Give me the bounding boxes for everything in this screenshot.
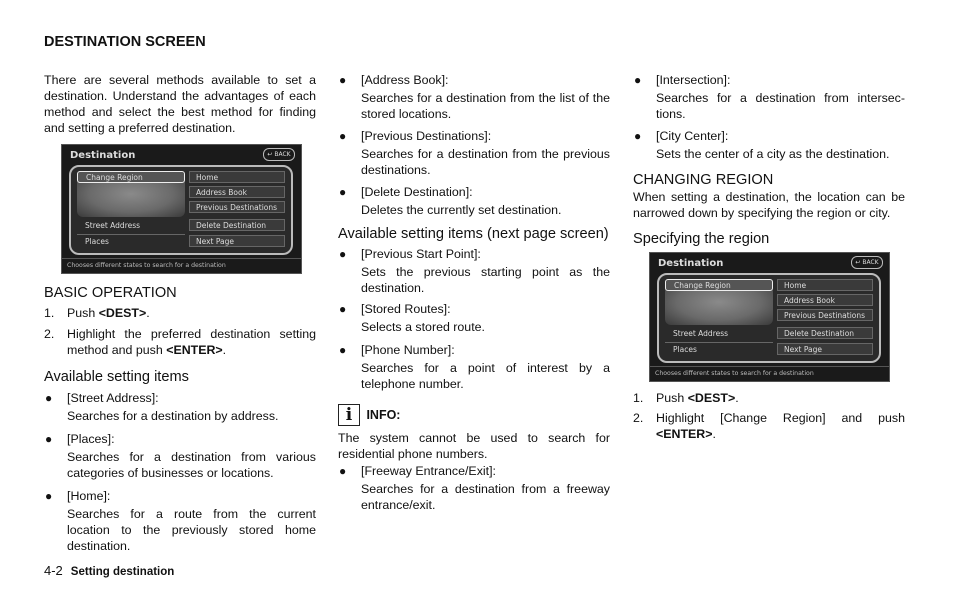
bullet: ● <box>45 432 53 446</box>
step-text: Highlight the preferred destination setting method and push <box>67 327 316 357</box>
street-address-button[interactable]: Street Address <box>85 221 141 230</box>
nav-panel <box>69 165 293 255</box>
divider <box>665 342 773 343</box>
item-desc: Searches for a destination from the list of the stored locations. <box>361 91 610 121</box>
nav-panel <box>657 273 881 363</box>
nav-title: Destination <box>70 150 136 161</box>
enter-key: <ENTER> <box>166 343 223 357</box>
list-item <box>44 431 316 481</box>
delete-destination-button[interactable]: Delete Destination <box>777 327 873 339</box>
street-address-button[interactable]: Street Address <box>673 329 729 338</box>
bullet: ● <box>339 302 347 316</box>
step-2 <box>633 410 905 442</box>
column-3 <box>633 72 905 442</box>
bullet: ● <box>634 73 642 87</box>
item-desc: Searches for a destination from a freeway entrance/exit. <box>361 482 610 512</box>
delete-destination-button[interactable]: Delete Destination <box>189 219 285 231</box>
item-desc: Searches for a destination from the previous destinations. <box>361 147 610 177</box>
step-1 <box>44 305 316 321</box>
item-desc: Sets the previous starting point as the destination. <box>361 265 610 295</box>
home-button[interactable]: Home <box>777 279 873 291</box>
places-button[interactable]: Places <box>673 345 697 354</box>
back-icon: ↩ <box>267 151 273 158</box>
info-header <box>338 404 610 426</box>
step-text: Push <box>67 306 99 320</box>
list-item <box>633 128 905 162</box>
dest-key: <DEST> <box>98 306 147 320</box>
item-label: [Places]: <box>67 432 115 446</box>
places-button[interactable]: Places <box>85 237 109 246</box>
item-label: [Freeway Entrance/Exit]: <box>361 464 496 478</box>
item-desc: Searches for a route from the current location to the previously stored home destination. <box>67 507 316 553</box>
nav-footer: Chooses different states to search for a destination <box>62 258 301 273</box>
home-button[interactable]: Home <box>189 171 285 183</box>
bullet: ● <box>339 247 347 261</box>
back-label: BACK <box>274 151 291 158</box>
step-text-end: . <box>222 343 227 357</box>
next-page-button[interactable]: Next Page <box>189 235 285 247</box>
bullet: ● <box>634 129 642 143</box>
bullet: ● <box>339 73 347 87</box>
item-label: [Previous Destinations]: <box>361 129 492 143</box>
page-title: DESTINATION SCREEN <box>44 34 206 50</box>
list-item <box>338 72 610 122</box>
item-label: [Delete Destination]: <box>361 185 473 199</box>
bullet: ● <box>339 464 347 478</box>
changing-region-heading: CHANGING REGION <box>633 172 774 188</box>
list-item <box>633 72 905 122</box>
list-item <box>338 184 610 218</box>
bullet: ● <box>339 129 347 143</box>
step-number: 2. <box>633 411 644 425</box>
item-desc: Searches for a destination from intersec- tions. <box>656 91 905 121</box>
previous-destinations-button[interactable]: Previous Destinations <box>777 309 873 321</box>
back-button[interactable] <box>851 256 883 269</box>
bullet: ● <box>45 391 53 405</box>
previous-destinations-button[interactable]: Previous Destinations <box>189 201 285 213</box>
next-page-button[interactable]: Next Page <box>777 343 873 355</box>
intro-paragraph: There are several methods available to set a destination. Understand the advantages of each method and select the best method for finding and setting a preferred destination. <box>44 73 316 135</box>
item-desc: Sets the center of a city as the destination. <box>656 147 890 161</box>
address-book-button[interactable]: Address Book <box>189 186 285 198</box>
step-number: 1. <box>633 391 644 405</box>
item-label: [Previous Start Point]: <box>361 247 481 261</box>
step-number: 1. <box>44 306 55 320</box>
info-icon: i <box>338 404 360 426</box>
bullet: ● <box>45 489 53 503</box>
column-2 <box>338 72 610 513</box>
change-region-button[interactable]: Change Region <box>665 279 773 291</box>
dest-key: <DEST> <box>687 391 736 405</box>
item-desc: Deletes the currently set destination. <box>361 203 562 217</box>
item-label: [Address Book]: <box>361 73 449 87</box>
info-label: INFO: <box>366 408 401 422</box>
step-text-end: . <box>735 391 739 405</box>
section-name: Setting destination <box>70 566 175 578</box>
step-text-end: . <box>146 306 150 320</box>
step-text: Push <box>656 391 688 405</box>
item-desc: Searches for a destination by address. <box>67 409 279 423</box>
step-1 <box>633 390 905 406</box>
enter-key: <ENTER> <box>656 427 713 441</box>
step-text: Highlight [Change Region] and push <box>656 411 905 425</box>
step-text-end: . <box>712 427 716 441</box>
list-item <box>338 246 610 296</box>
nav-screen-1 <box>61 144 302 274</box>
step-2 <box>44 326 316 358</box>
item-label: [Home]: <box>67 489 111 503</box>
back-icon: ↩ <box>855 259 861 266</box>
column-1 <box>44 72 316 554</box>
step-number: 2. <box>44 327 55 341</box>
basic-operation-heading: BASIC OPERATION <box>44 285 177 301</box>
changing-region-text: When setting a destination, the location can be narrowed down by specifying the region or city. <box>633 190 905 220</box>
item-label: [Street Address]: <box>67 391 159 405</box>
list-item <box>44 488 316 554</box>
list-item <box>338 342 610 392</box>
page-number: 4-2 <box>44 563 63 578</box>
bullet: ● <box>339 343 347 357</box>
item-label: [Phone Number]: <box>361 343 455 357</box>
page-footer <box>44 563 174 578</box>
item-label: [City Center]: <box>656 129 729 143</box>
item-label: [Stored Routes]: <box>361 302 451 316</box>
item-desc: Searches for a destination from various categories of businesses or locations. <box>67 450 316 480</box>
item-desc: Searches for a point of interest by a telephone number. <box>361 361 610 391</box>
nav-footer: Chooses different states to search for a destination <box>650 366 889 381</box>
list-item <box>338 301 610 335</box>
list-item <box>44 390 316 424</box>
next-page-heading: Available setting items (next page screen) <box>338 226 609 242</box>
address-book-button[interactable]: Address Book <box>777 294 873 306</box>
back-button[interactable] <box>263 148 295 161</box>
bullet: ● <box>339 185 347 199</box>
item-label: [Intersection]: <box>656 73 731 87</box>
back-label: BACK <box>862 259 879 266</box>
item-desc: Selects a stored route. <box>361 320 485 334</box>
change-region-button[interactable]: Change Region <box>77 171 185 183</box>
list-item <box>338 463 610 513</box>
nav-screen-2 <box>649 252 890 382</box>
specifying-region-heading: Specifying the region <box>633 231 770 247</box>
info-text: The system cannot be used to search for residential phone numbers. <box>338 431 610 461</box>
list-item <box>338 128 610 178</box>
nav-title: Destination <box>658 258 724 269</box>
available-items-heading: Available setting items <box>44 369 189 385</box>
divider <box>77 234 185 235</box>
